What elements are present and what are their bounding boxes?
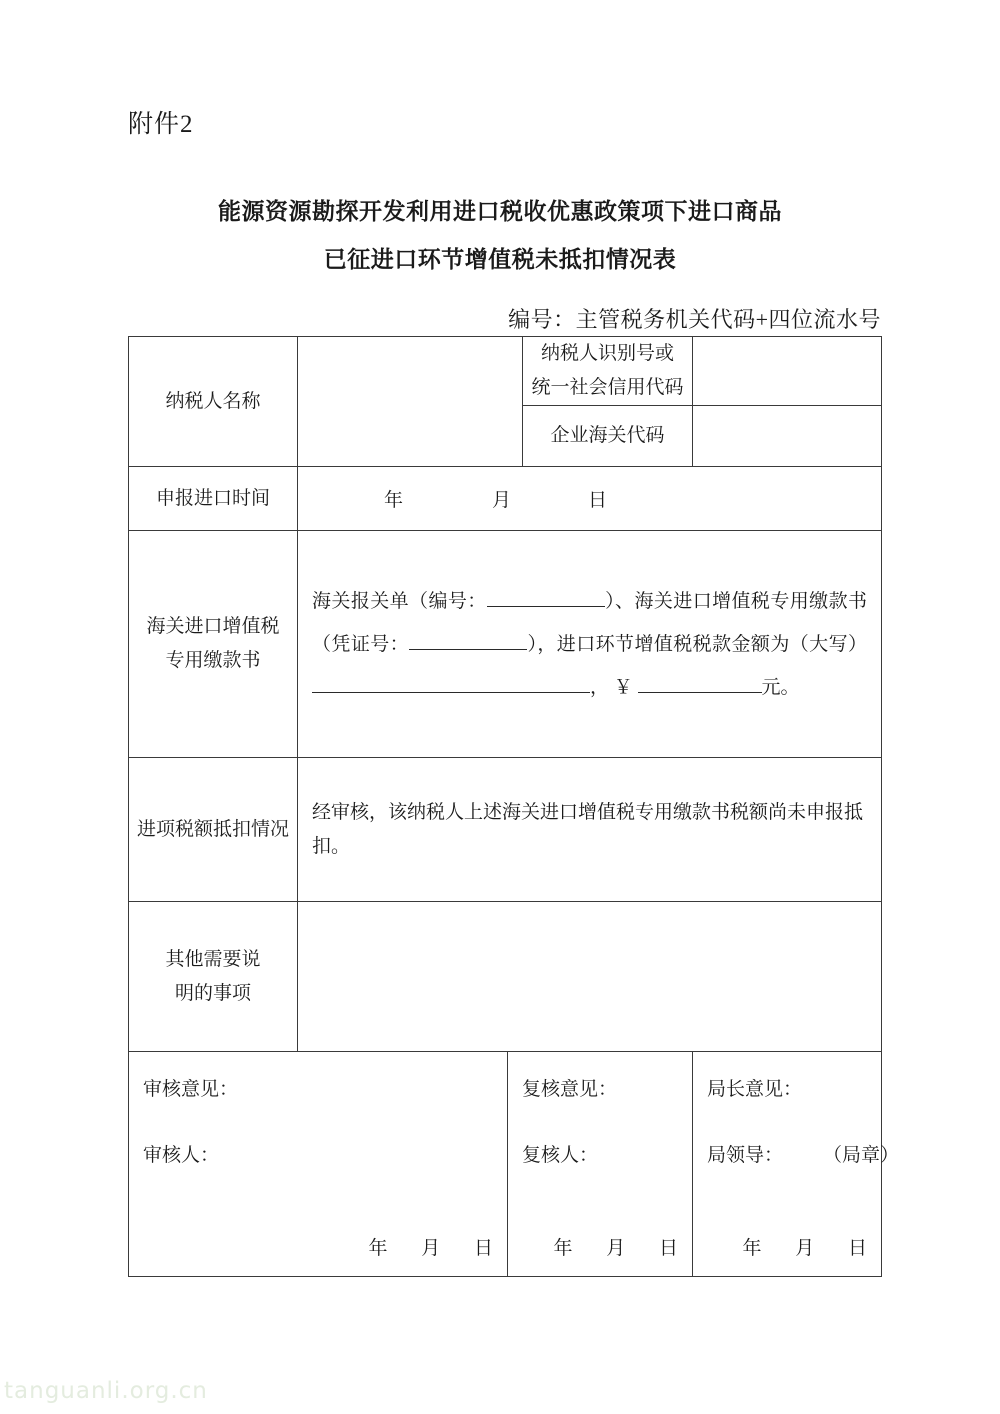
director-date-month-unit: 月 [795,1238,815,1259]
serial-number-note: 编号：主管税务机关代码+四位流水号 [508,307,881,332]
declare-time-field[interactable] [298,467,882,531]
recheck-date[interactable] [554,1233,679,1260]
review-date-day-unit: 日 [473,1238,493,1259]
review-opinion-label: 审核意见： [143,1079,239,1100]
recheck-date-day-unit: 日 [659,1238,679,1259]
taxpayer-name-input[interactable] [298,337,523,467]
amount-in-figures-blank[interactable] [638,692,762,693]
taxpayer-id-input[interactable] [693,337,882,406]
review-date[interactable] [368,1233,493,1260]
table-row [129,467,882,531]
site-watermark: tanguanli.org.cn [4,1378,208,1404]
review-date-month-unit: 月 [421,1238,441,1259]
customs-para-part-2: ）、海关进口增值税专用缴款书（凭证号： [312,590,867,655]
voucher-number-blank[interactable] [409,649,527,650]
input-deduction-text: 经审核，该纳税人上述海关进口增值税专用缴款书税额尚未申报抵扣。 [312,801,864,857]
review-person-label: 审核人： [143,1145,220,1166]
declare-time-label: 申报进口时间 [129,467,298,531]
other-notes-label-line-2: 明的事项 [174,982,251,1004]
customs-para-part-4: ， [590,676,610,698]
customs-para-part-5: 元。 [761,676,800,698]
recheck-opinion-label: 复核意见： [522,1079,618,1100]
table-row [129,337,882,406]
bureau-seal-label: （局章） [823,1145,900,1166]
customs-cert-paragraph-cell [298,531,882,758]
director-date-day-unit: 日 [848,1238,868,1259]
taxpayer-id-label-line-1: 纳税人识别号或 [541,343,675,364]
customs-cert-label-line-1: 海关进口增值税 [146,616,280,637]
recheck-date-year-unit: 年 [553,1238,573,1259]
review-date-year-unit: 年 [368,1238,388,1259]
customs-code-label: 企业海关代码 [523,406,693,467]
customs-para-part-3: ），进口环节增值税税款金额为（大写） [527,633,867,655]
taxpayer-name-label: 纳税人名称 [129,337,298,467]
director-person-label: 局领导： [707,1145,784,1166]
signature-block-recheck [508,1052,693,1277]
signature-block-review [129,1052,508,1277]
director-date[interactable] [743,1233,868,1260]
other-notes-label-line-1: 其他需要说 [165,948,261,970]
declare-time-day-unit: 日 [588,490,608,511]
declaration-number-blank[interactable] [487,606,605,607]
declare-time-month-unit: 月 [492,490,512,511]
signature-block-director [693,1052,900,1277]
other-notes-label [129,902,298,1052]
taxpayer-id-label [523,337,693,406]
director-date-year-unit: 年 [742,1238,762,1259]
taxpayer-id-label-line-2: 统一社会信用代码 [531,377,684,398]
recheck-date-month-unit: 月 [606,1238,626,1259]
page-title-line-2: 已征进口环节增值税未抵扣情况表 [323,247,677,273]
attachment-label: 附件2 [128,111,194,138]
table-row [129,758,882,902]
amount-in-words-blank[interactable] [312,692,590,693]
declare-time-year-unit: 年 [384,490,404,511]
input-deduction-label: 进项税额抵扣情况 [129,758,298,902]
input-deduction-text-cell [298,758,882,902]
customs-code-input[interactable] [693,406,882,467]
table-row [129,902,882,1052]
other-notes-input[interactable] [298,902,882,1052]
customs-cert-label-line-2: 专用缴款书 [165,650,261,671]
recheck-person-label: 复核人： [522,1145,599,1166]
director-opinion-label: 局长意见： [707,1079,803,1100]
customs-cert-label [129,531,298,758]
document-title-block [0,188,1000,284]
customs-para-part-1: 海关报关单（编号： [312,590,487,612]
currency-symbol: ￥ [613,676,633,698]
table-row [129,1052,882,1277]
table-row [129,531,882,758]
customs-cert-paragraph [298,580,881,709]
page-title-line-1: 能源资源勘探开发利用进口税收优惠政策项下进口商品 [218,199,782,225]
main-form-table [128,336,900,1277]
